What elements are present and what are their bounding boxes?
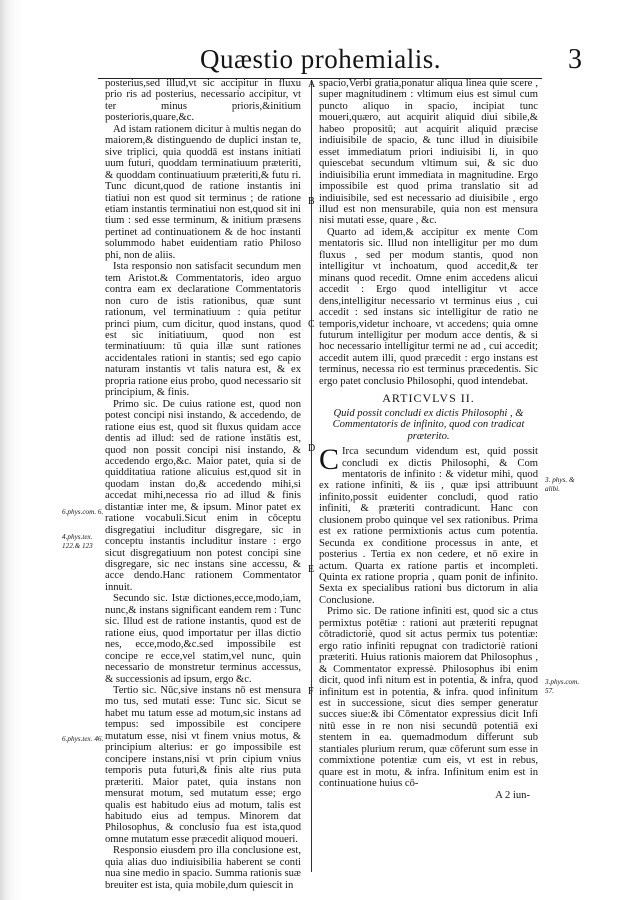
paragraph: Primo sic. De ratione infiniti est, quod sic a ctus permixtus potētiæ : rationi aut præteriti repugnat cōtradictoriè, quod sit actus permix tus potentiæ: ergo ratio infiniti repugnat con tradictoriè rationi præteriti. Huius rationis maiorem dat Philosophus , & Commentator expressè. Philosophus ibi enim dicit, quod infi nitum est in potentia, & infra, quod infinitum est in potentia, & infra. quod infinitum est in successione, sicut dies semper generatur succes siue:& ibi Cōmentator expressius dicit Infi nitū esse in re non nisi secundū potentiā exi stentem in ea. quemadmodum differunt sub stantiales plurium rerum, quæ cōferunt sum esse in commixtione potentiæ cum eis, vt est in rebus, quare est in motu, & infra. Infinitum enim est in continuatione huius cō- (319, 606, 538, 790)
margin-note: 6.phys.com. 6. (62, 508, 104, 516)
paragraph: Secundo sic. Istæ dictiones,ecce,modo,iam, nunc,& instans significant eandem rem : Tunc sic. Illud est de ratione instantis, quod est de ratione eius, quod importatur per illas dictio nes, ecce,modo,&c.sed impossibile est concipe re ecce,vel statim,vel nunc, quin necessario de monstretur terminus accessus, & successionis ad ipsum, ergo &c. (105, 593, 301, 685)
paragraph: Responsio eiusdem pro illa conclusione est, quia alias duo indiuisibilia haberent se conti nua sine medio in spacio. Summa rationis suæ breuiter est ista, quia mobile,dum quiescit in (105, 845, 301, 891)
paragraph: spacio,Verbi gratia,ponatur aliqua linea quie scere , super magnitudinem : vltimum eius est simul cum puncto aliquo in spacio, incipiat tunc moueri,quæro, aut acquirit aliquid diui sibile,& habeo propositū; aut acquirit aliquid præcise indiuisibile de spacio, & tunc illud in diuisibile esset immediatum priori indiuisibi li, in quo quiescebat secundum vltimum sui, & sic duo indiuisibilia erunt immediata in magnitudine. Ergo impossibile est quod prima translatio sit ad indiuisibile, sed est necessario ad diuisibile , ergo illud est non mensurabile, quia non est mensura nisi mutati esse, quare , &c. (319, 78, 538, 227)
paragraph: Quarto ad idem,& accipitur ex mente Com mentatoris sic. Illud non intelligitur per mo dum fluxus , sed per modum stantis, quod non intelligitur vt inchoatum, quod accedit,& ter minans quod recedit. Omne enim accedens alicui accedit : Ergo quod intelligitur vt acce dens,intelligitur necessario vt terminus eius , cui accedit : sed instans sic intelligitur de ratio ne temporis,videtur inchoare, vt accedens; quia omne futurum intelligitur per modum acce dentis, & si hoc necessario intelligitur termi ne ad , cui accedit; accedit autem illi, quod præcedit : ergo instans est terminus, necessa rio est terminus præcedentis. Sic ergo patet conclusio Philosophi, quod intendebat. (319, 226, 538, 387)
section-letter: A (308, 79, 316, 90)
paragraph-text: Irca secundum videndum est, quid possit concludi ex dictis Philosophi, & Com mentatoris de infinito : & videtur mihi, quod ex ratione infiniti, & iis , quæ ipsi attribuunt infinito,possit euidenter concludi, quod ratio infiniti, & præteriti contradicunt. Hanc con clusionem probo quinque vel sex rationibus. Prima est ex ratione permixtionis actus cum potentia. Secunda ex conditione processus in ante, et posterius . Tertia ex non cedere, et nō exire in actum. Quarta ex ratione partis et incompleti. Quinta ex ratione propria , quam ponit de infinito. Sexta ex specialibus rationi bus dictorum in alia Conclusione. (319, 446, 538, 606)
running-title: Quæstio prohemialis. (200, 44, 441, 74)
paragraph: Ad istam rationem dicitur à multis negan do maiorem,& distinguendo de duplici instan te, sive triplici, quia quoddā est instans initiati uum futuri, quoddam terminatiuum præteriti, & quoddam continuatiuum præteriti,& futu ri. Tunc dicunt,quod de ratione instantis ini tiatiui non est quod sit terminus ; de ratione etiam instantis terminatiui non est,quod sit ini tium : sed esse terminum, & initium præsens pertinet ad continuationem & de hoc instanti solummodo habet euidentiam ratio Philoso phi, non de aliis. (105, 123, 301, 261)
section-letter: C (308, 319, 315, 330)
paragraph: Primo sic. De cuius ratione est, quod non potest concipi nisi instando, & accedendo, de ratione eius est, quod sit fluxus quidam acce dentis ad illud: sed de ratione instātis est, quod non possit concipi nisi instando, & accedendo ergo,&c. Maior patet, quia si de quidditatiua ratione alicuius est,quod sit in quodam instan do,& accedendo mihi,si accedat mihi,necessa rio ad illud & finis distantiæ inter me, & ipsum. Minor patet ex ratione vocabuli.Sicut enim in cōceptu disgregatiui includitur disgregare, sic in conceptu instantis includitur instare : ergo sicut disgregatiuum non potest concipi sine disgregare, sic nec instans sine accessu, & acce dendo.Hanc rationem Commentator innuit. (105, 398, 301, 593)
section-letter: B (308, 196, 315, 207)
paragraph: posterius,sed illud,vt sic accipitur in fluxu prio ris ad posterius, necessario accipitur, vt ter minus prioris,&initium posterioris,quare,&c. (105, 78, 301, 124)
left-column (105, 78, 301, 891)
paragraph: Ista responsio non satisfacit secundum men tem Aristot.& Commentatoris, ideo arguo contra eam ex declaratione Commentatoris non curo de istis rationibus, quæ sunt rationum, vel terminatiuum : quia petitur princi pium, cum dicitur, quod instans, quod est sic initiatiuum, quod non est terminatiuum: tū quia illæ sunt rationes accidentales rationi in stantis; sed ego capio naturam instantis vt talis natura est, & ex propria ratione eius probo, quod necessario sit principium, & finis. (105, 261, 301, 399)
section-letter: D (308, 443, 316, 454)
section-letter: E (308, 564, 315, 575)
margin-note: 6.phys.tex. 46. (62, 735, 104, 743)
page-number: 3 (568, 44, 582, 75)
drop-cap-initial: C (319, 443, 340, 477)
paragraph (319, 443, 538, 606)
margin-note: 3.phys.com. 57. (545, 678, 580, 695)
section-letter: F (308, 686, 314, 697)
article-subtitle: Quid possit concludi ex dictis Philosophi , & Commentatoris de infinito, quod con tradicat præterito. (332, 407, 525, 442)
paragraph: Tertio sic. Nūc,sive instans nō est mensura mo tus, sed mutati esse: Tunc sic. Sicut se habet mu tatum esse ad motum,sic instans ad tempus: sed impossibile est concipere mutatum esse, nisi vt finem vnius motus, & principium alterius: er go impossibile est concipere instans,nisi vt prin cipium vnius temporis puta futuri,& finis alte rius puta præteriti. Maior patet, quia instans non mensurat motum, sed mutatum esse; ergo qualis est habitudo eius ad motum, talis est habitudo eius ad tempus. Minorem dat Philosophus, & conclusio fua est ista,quod omne mutatum esse præcedit aliquod moueri. (105, 685, 301, 845)
catchline: A 2 iun- (495, 789, 530, 801)
margin-note: 4.phys.tex. 122.& 123 (62, 533, 93, 550)
margin-note: 3. phys. & alibi. (545, 476, 575, 493)
article-heading: ARTICVLVS II. (382, 391, 475, 406)
right-column (319, 78, 538, 801)
